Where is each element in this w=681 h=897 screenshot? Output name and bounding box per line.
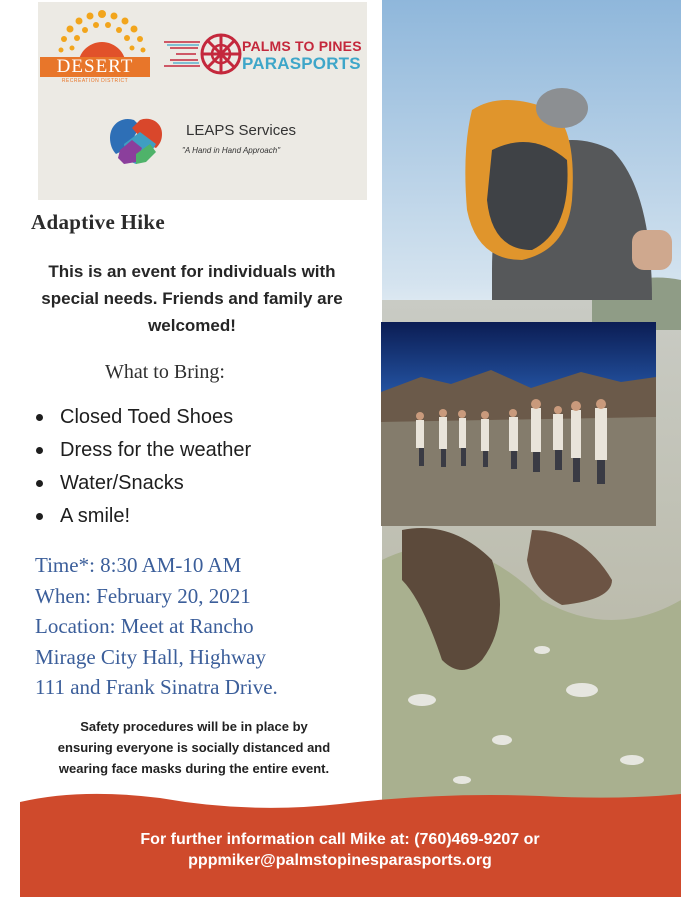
parasports-name-line2: PARASPORTS [242, 54, 361, 73]
event-intro: This is an event for individuals with special needs. Friends and family are welcomed! [41, 262, 343, 335]
what-to-bring-heading: What to Bring: [105, 361, 225, 383]
bullet-icon [36, 414, 43, 421]
event-location-line1: Location: Meet at Rancho [35, 614, 254, 638]
bullet-icon [36, 480, 43, 487]
parasports-wheel-icon [164, 32, 244, 76]
list-item: Dress for the weather [36, 436, 251, 469]
event-location-line3: 111 and Frank Sinatra Drive. [35, 675, 278, 699]
contact-info [40, 829, 640, 871]
list-item: Water/Snacks [36, 469, 251, 502]
leaps-name: LEAPS Services [186, 122, 297, 139]
event-title: Adaptive Hike [31, 210, 165, 234]
logo-panel [38, 2, 367, 200]
contact-email[interactable]: pppmiker@palmstopinesparasports.org [188, 852, 492, 869]
group-hike-photo [381, 322, 656, 526]
parasports-name-line1: PALMS TO PINES [242, 38, 362, 54]
bullet-icon [36, 447, 43, 454]
event-location-line2: Mirage City Hall, Highway [35, 644, 266, 669]
list-item: A smile! [36, 502, 251, 535]
desert-logo-wordmark: DESERT [40, 57, 150, 77]
list-item: Closed Toed Shoes [36, 403, 251, 436]
event-details [35, 550, 375, 703]
leaps-tagline: "A Hand in Hand Approach" [182, 146, 281, 155]
safety-notice: Safety procedures will be in place by ensuring everyone is socially distanced and wearing face masks during the entire event. [57, 719, 331, 776]
contact-phone: For further information call Mike at: (760)469-9207 or [140, 831, 540, 848]
bullet-icon [36, 513, 43, 520]
event-time: Time*: 8:30 AM-10 AM [35, 553, 242, 577]
leaps-hands-icon [106, 114, 166, 170]
desert-logo-subtitle: RECREATION DISTRICT [61, 78, 129, 84]
what-to-bring-list [36, 403, 251, 535]
event-date: When: February 20, 2021 [35, 583, 251, 608]
